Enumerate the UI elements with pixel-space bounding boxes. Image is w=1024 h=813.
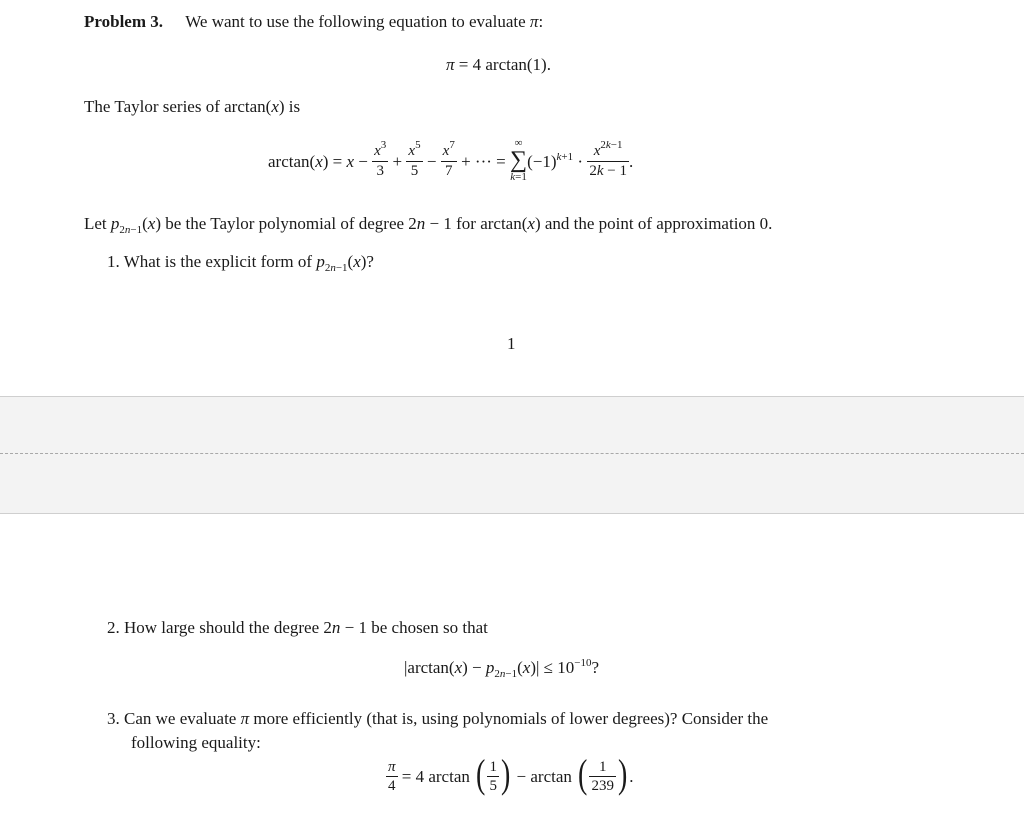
problem-intro: We want to use the following equation to evaluate π: — [185, 12, 544, 31]
question-1-number: 1. — [107, 252, 120, 271]
pi-equation: π = 4 arctan(1). — [446, 55, 551, 74]
taylor-series-equation: arctan(x) = x − $\frac{x^3}{3}$ + $\frac{x^5}{5}$ − $\frac{x^7}{7}$ + ··· = ∞ ∑ k=1 $(-1)^{k+1}$ · $\frac{x^{2k-1}}{2k - 1}$ . — [268, 137, 634, 183]
question-3-number: 3. — [107, 709, 120, 728]
problem-header — [84, 12, 543, 32]
frac-x5-over-5: $\frac{x^5}{5}$ — [408, 139, 421, 179]
error-inequality: $|\arctan(x) - p_{2n-1}(x)| \le 10^{-10}$? — [404, 657, 599, 680]
page-break-divider — [0, 453, 1024, 454]
frac-general-term: $\frac{x^{2k-1}}{2k - 1}$ — [589, 139, 627, 179]
page-number: 1 — [507, 334, 516, 353]
frac-x3-over-3: $\frac{x^3}{3}$ — [374, 139, 387, 179]
frac-x7-over-7: $\frac{x^7}{7}$ — [442, 139, 455, 179]
question-3: 3. Can we evaluate π more efficiently (that is, using polynomials of lower degrees)? Consider the — [107, 709, 769, 728]
let-statement: Let $p_{2n-1}(x)$ be the Taylor polynomial of degree 2n − 1 for arctan(x) and the point of approximation 0. — [84, 214, 773, 236]
frac-1-over-239: $\frac{1}{239}$ — [591, 758, 614, 794]
sum-operator: ∞ ∑ k=1 — [510, 137, 528, 183]
machin-formula: $\frac{\pi}{4}$ = 4 arctan ( $\frac{1}{5}$ ) − arctan ( $\frac{1}{239}$ ) . — [388, 751, 634, 796]
question-1: 1. What is the explicit form of $p_{2n-1}(x)$? — [107, 252, 374, 274]
taylor-intro: The Taylor series of arctan(x) is — [84, 97, 301, 116]
question-2: 2. How large should the degree 2n − 1 be chosen so that — [107, 618, 488, 637]
frac-pi-over-4: $\frac{\pi}{4}$ — [388, 758, 396, 794]
problem-label: Problem 3. — [84, 12, 164, 31]
page-break-band — [0, 396, 1024, 514]
question-2-number: 2. — [107, 618, 120, 637]
question-3-line2: following equality: — [131, 733, 261, 752]
frac-1-over-5: $\frac{1}{5}$ — [489, 758, 497, 794]
